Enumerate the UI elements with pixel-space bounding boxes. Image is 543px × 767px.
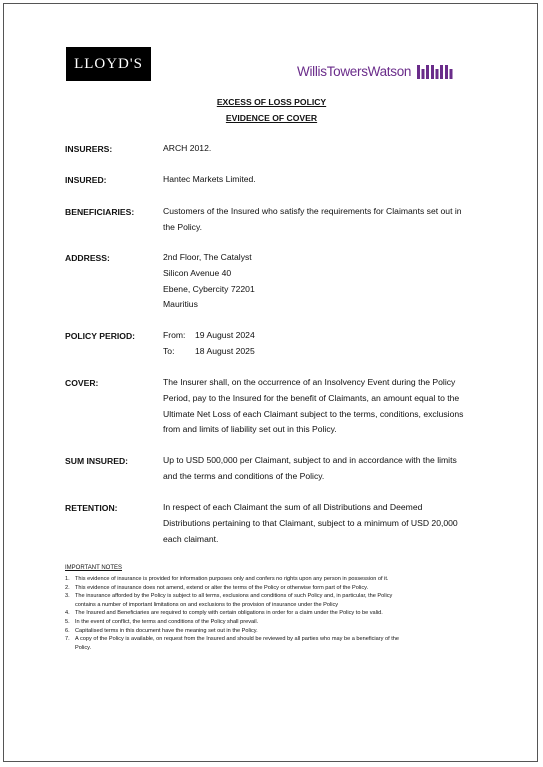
important-notes-list [65,575,485,652]
text-line: The Insurer shall, on the occurrence of an Insolvency Event during the Policy [163,377,456,387]
note-text: In the event of conflict, the terms and conditions of the Policy shall prevail. [75,618,259,625]
address-label: ADDRESS: [65,253,110,263]
address-value [163,250,493,313]
note-number: 6. [65,627,70,634]
note-text: A copy of the Policy is available, on request from the Insured and should be reviewed by all parties who may be a beneficiary of the [75,636,400,643]
document-subtitle: EVIDENCE OF COVER [225,113,318,123]
from-label: From: [163,330,186,340]
text-line: In respect of each Claimant the sum of all Distributions and Deemed [163,502,423,512]
text-line: each claimant. [163,533,219,544]
policy-period-from [163,328,493,344]
text-line: Ultimate Net Loss of each Claimant subject to the terms, conditions, exclusions [163,408,464,419]
note-item [65,592,485,609]
wtw-wordmark: WillisTowersWatson [297,64,412,79]
text-line: Mauritius [163,299,198,310]
note-item [65,584,485,593]
text-line: Ebene, Cybercity 72201 [163,283,255,294]
note-text: The Insured and Beneficiaries are required to comply with certain obligations in order for a claim under the Policy to be valid. [75,610,383,617]
policy-period-label: POLICY PERIOD: [65,331,136,341]
note-item [65,627,485,636]
retention-value [163,500,493,547]
document-title: EXCESS OF LOSS POLICY [216,97,327,107]
text-line: Up to USD 500,000 per Claimant, subject to and in accordance with the limits [163,455,457,465]
note-text: The insurance afforded by the Policy is subject to all terms, exclusions and conditions of such Policy and, in particular, the Policy [75,593,393,600]
willis-towers-watson-logo [297,64,453,79]
text-line: and the terms and conditions of the Policy. [163,470,325,481]
text-line: the Policy. [163,221,203,232]
policy-period-value [163,328,493,360]
note-number: 1. [65,576,70,582]
insured-label: INSURED: [65,175,107,185]
text-line: Distributions pertaining to that Claimant, subject to a minimum of USD 20,000 [163,517,458,528]
note-text: This evidence of insurance is provided for information purposes only and confers no rights upon any person in possession of it. [75,576,389,582]
text-line: Customers of the Insured who satisfy the requirements for Claimants set out in [163,206,462,216]
text-line: from and limits of liability set out in this Policy. [163,424,337,435]
note-number: 7. [65,636,70,643]
text-line: 2nd Floor, The Catalyst [163,252,252,262]
note-item [65,635,485,652]
cover-label: COVER: [65,378,99,388]
note-number: 4. [65,610,70,617]
insurers-value: ARCH 2012. [163,143,212,153]
note-text: contains a number of important limitations on and exclusions to the provision of insurance under the Policy [75,601,339,608]
wtw-mark-icon [417,65,453,79]
note-number: 2. [65,584,70,591]
important-notes-title: IMPORTANT NOTES [65,565,123,571]
note-item [65,618,485,627]
sum-insured-value [163,453,493,485]
retention-label: RETENTION: [65,503,118,513]
note-item [65,575,485,584]
to-label: To: [163,345,175,356]
beneficiaries-label: BENEFICIARIES: [65,207,135,217]
note-number: 5. [65,618,70,625]
note-text: Capitalised terms in this document have the meaning set out in the Policy. [75,627,258,634]
insured-value: Hantec Markets Limited. [163,174,256,184]
beneficiaries-value [163,204,493,236]
cover-value [163,375,493,438]
note-number: 3. [65,593,70,600]
policy-period-to [163,344,493,360]
to-date: 18 August 2025 [195,345,255,356]
note-text: This evidence of insurance does not amend, extend or alter the terms of the Policy or otherwise form part of the Policy. [75,584,369,591]
note-text: Policy. [75,644,92,651]
sum-insured-label: SUM INSURED: [65,456,129,466]
note-item [65,609,485,618]
from-date: 19 August 2024 [195,330,255,340]
lloyds-logo: LLOYD'S [66,47,151,81]
text-line: Silicon Avenue 40 [163,267,232,278]
insurers-label: INSURERS: [65,144,113,154]
text-line: Period, pay to the Insured for the benefit of Claimants, an amount equal to the [163,392,460,403]
